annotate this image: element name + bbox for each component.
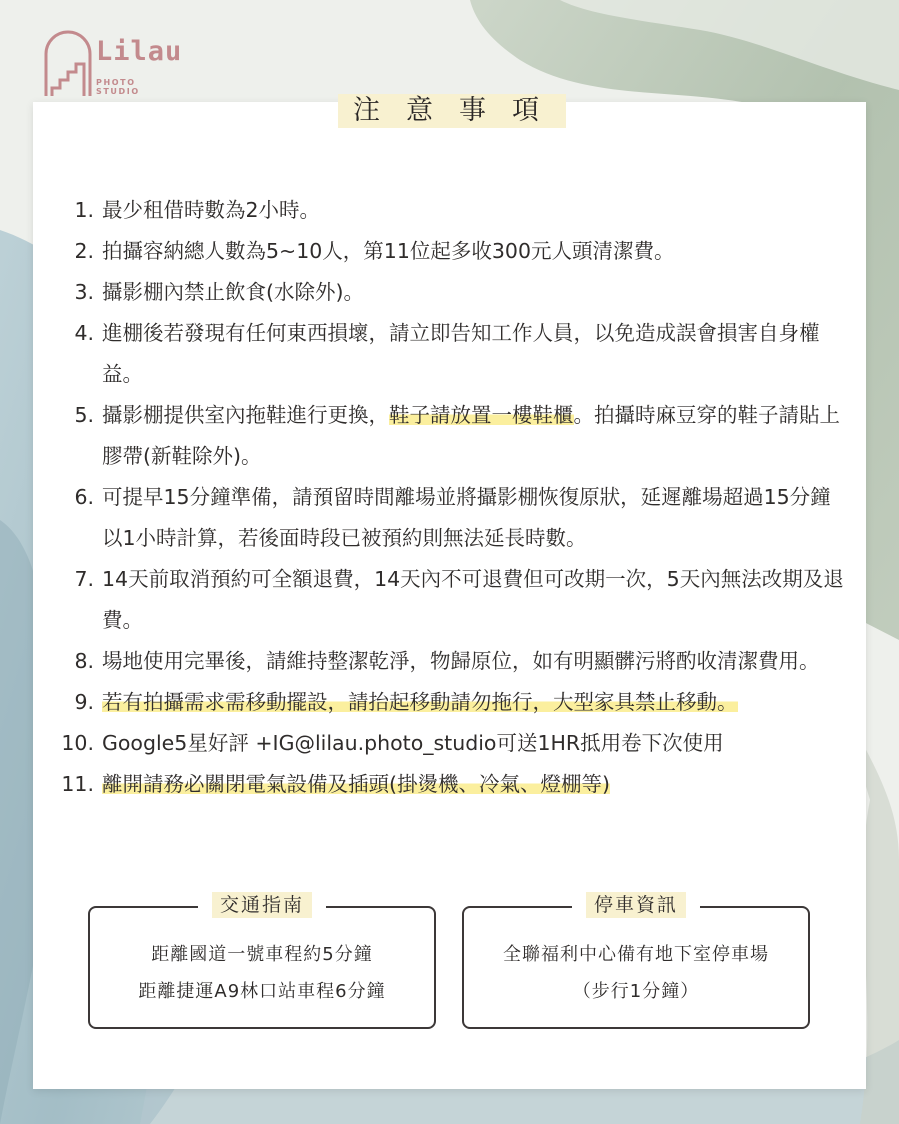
rule-item	[60, 190, 850, 231]
rule-number: 3.	[74, 280, 94, 304]
rule-text: 場地使用完畢後，請維持整潔乾淨，物歸原位，如有明顯髒污將酌收清潔費用。	[102, 649, 820, 673]
logo-subtitle: PHOTO STUDIO	[96, 78, 140, 96]
rule-text: 可提早15分鐘準備，請預留時間離場並將攝影棚恢復原狀，延遲離場超過15分鐘以1小時計算，若後面時段已被預約則無法延長時數。	[102, 485, 831, 550]
studio-logo	[42, 30, 183, 100]
rule-highlight-text: 鞋子請放置一樓鞋櫃	[389, 403, 574, 427]
rule-item	[60, 313, 850, 395]
rule-text: Google5星好評 +IG@lilau.photo_studio可送1HR抵用卷下次使用	[102, 731, 724, 755]
parking-line: （步行1分鐘）	[572, 981, 700, 1002]
page-title: 注意事項	[338, 94, 566, 128]
rule-number: 6.	[74, 485, 94, 509]
rule-highlight-text: 離開請務必關閉電氣設備及插頭(掛燙機、冷氣、燈棚等)	[102, 772, 610, 796]
rule-number: 11.	[61, 772, 94, 796]
logo-wordmark: Lilau	[96, 36, 183, 67]
rule-item	[60, 231, 850, 272]
rule-highlight-text: 若有拍攝需求需移動擺設，請抬起移動請勿拖行，大型家具禁止移動。	[102, 690, 738, 714]
transport-line: 距離國道一號車程約5分鐘	[151, 944, 373, 965]
parking-line: 全聯福利中心備有地下室停車場	[503, 944, 769, 965]
transport-line: 距離捷運A9林口站車程6分鐘	[138, 981, 386, 1002]
rule-text: 最少租借時數為2小時。	[102, 198, 321, 222]
rule-text: 。拍攝時麻豆穿的鞋子請貼上膠帶(新鞋除外)。	[102, 403, 840, 468]
transport-title: 交通指南	[198, 892, 326, 918]
rule-text: 進棚後若發現有任何東西損壞，請立即告知工作人員，以免造成誤會損害自身權益。	[102, 321, 820, 386]
rule-text: 14天前取消預約可全額退費，14天內不可退費但可改期一次，5天內無法改期及退費。	[102, 567, 844, 632]
rule-item	[60, 682, 850, 723]
rule-item	[60, 477, 850, 559]
parking-box	[462, 894, 810, 1029]
rule-number: 4.	[74, 321, 94, 345]
rule-item	[60, 559, 850, 641]
rule-item	[60, 395, 850, 477]
rule-item	[60, 641, 850, 682]
rule-text: 攝影棚內禁止飲食(水除外)。	[102, 280, 364, 304]
rules-list	[60, 190, 850, 805]
arch-stairs-logo-icon	[42, 30, 94, 100]
rule-number: 7.	[74, 567, 94, 591]
rule-number: 2.	[74, 239, 94, 263]
transport-box	[88, 894, 436, 1029]
rule-item	[60, 272, 850, 313]
rule-number: 8.	[74, 649, 94, 673]
rule-item	[60, 723, 850, 764]
rule-number: 10.	[61, 731, 94, 755]
rule-text: 拍攝容納總人數為5~10人，第11位起多收300元人頭清潔費。	[102, 239, 675, 263]
rule-item	[60, 764, 850, 805]
rule-text: 攝影棚提供室內拖鞋進行更換，	[102, 403, 389, 427]
rule-number: 5.	[74, 403, 94, 427]
parking-title: 停車資訊	[572, 892, 700, 918]
rule-number: 9.	[74, 690, 94, 714]
rule-number: 1.	[74, 198, 94, 222]
